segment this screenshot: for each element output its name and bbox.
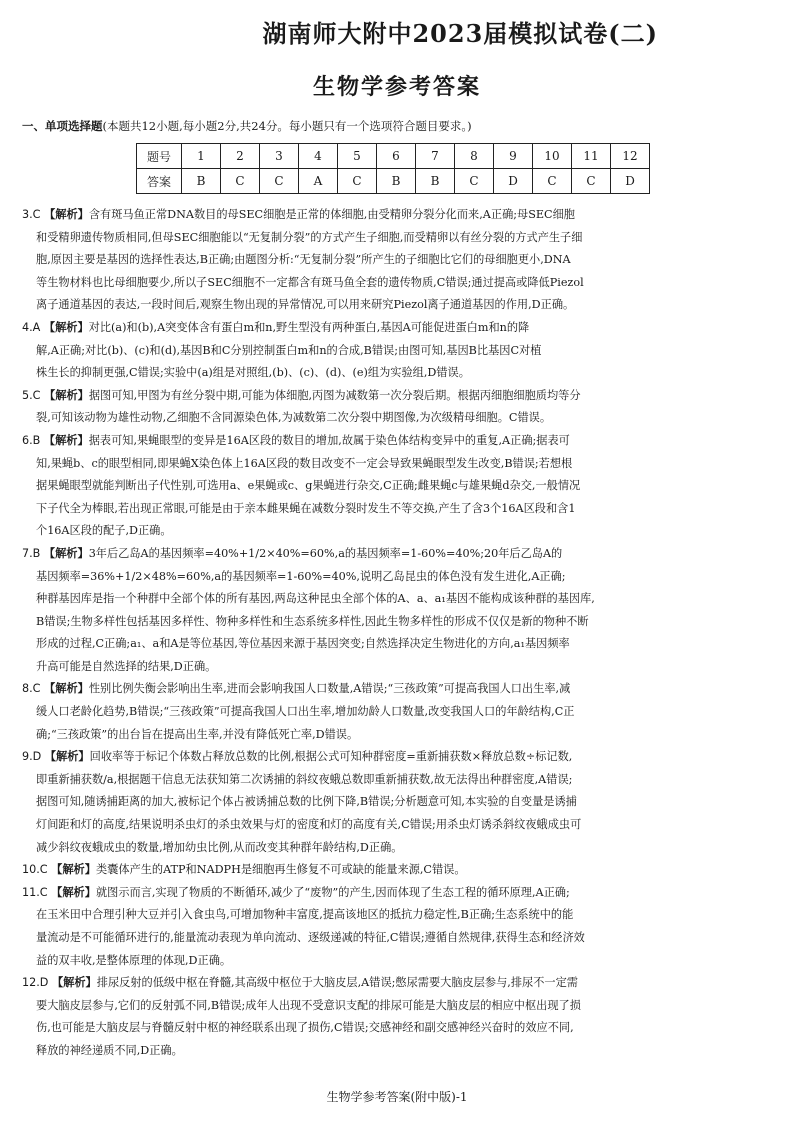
- explanation-text: 种群基因库是指一个种群中全部个体的所有基因,两岛这种昆虫全部个体的A、a、a₁基因不能构成该种群的基因库,: [36, 592, 595, 606]
- explanation-text: 等生物材料也比母细胞要少,所以子SEC细胞不一定都含有斑马鱼全套的遗传物质,C错误;通过提高或降低Piezol: [36, 275, 584, 289]
- explanation-line: [22, 814, 774, 837]
- row-label-number: 题号: [137, 144, 182, 169]
- explanation-text: 益的双丰收,是整体原理的体现,D正确。: [36, 953, 232, 967]
- table-cell: 3: [260, 144, 299, 169]
- explanation-line: [22, 317, 774, 340]
- explanation-line: [22, 724, 774, 747]
- explanation-text: 据图可知,随诱捕距离的加大,被标记个体占被诱捕总数的比例下降,B错误;分析题意可知,本实验的自变量是诱捕: [36, 795, 577, 809]
- explanation-text: B错误;生物多样性包括基因多样性、物种多样性和生态系统多样性,因此生物多样性的形成不仅仅是新的物种不断: [36, 614, 589, 628]
- table-cell: C: [533, 169, 572, 194]
- table-cell: 6: [377, 144, 416, 169]
- table-cell: B: [182, 169, 221, 194]
- table-cell: D: [494, 169, 533, 194]
- explanation-text: 离子通道基因的表达,一段时间后,观察生物出现的异常情况,可以用来研究Piezol离子通道基因的作用,D正确。: [36, 298, 575, 312]
- table-cell: A: [299, 169, 338, 194]
- answer-table: [136, 143, 650, 194]
- analysis-tag: 【解析】: [51, 976, 97, 990]
- explanation-line: [22, 204, 774, 227]
- explanation-line: [22, 791, 774, 814]
- exam-title: 湖南师大附中2023届模拟试卷(二): [262, 19, 658, 48]
- explanation-line: [22, 859, 774, 882]
- explanation-text: 据果蝇眼型就能判断出子代性别,可选用a、e果蝇或c、g果蝇进行杂交,C正确;雌果蝇c与雄果蝇d杂交,一般情况: [36, 479, 581, 493]
- explanation-line: [22, 543, 774, 566]
- page-title: 生物学参考答案: [312, 74, 481, 100]
- explanation-text: 和受精卵遗传物质相同,但母SEC细胞能以“无复制分裂”的方式产生子细胞,而受精卵以有丝分裂的方式产生子细: [36, 230, 583, 244]
- explanation-text: 解,A正确;对比(b)、(c)和(d),基因B和C分别控制蛋白m和n的合成,B错误;由图可知,基因B比基因C对植: [36, 343, 542, 357]
- analysis-tag: 【解析】: [43, 320, 89, 334]
- explanation-number: 4.A: [22, 320, 41, 334]
- explanation-text: 据图可知,甲图为有丝分裂中期,可能为体细胞,丙图为减数第一次分裂后期。根据丙细胞细胞质均等分: [88, 388, 581, 402]
- explanation-text: 缓人口老龄化趋势,B错误;“三孩政策”可提高我国人口出生率,增加幼龄人口数量,改变我国人口的年龄结构,C正: [36, 705, 575, 719]
- explanation-text: 要大脑皮层参与,它们的反射弧不同,B错误;成年人出现不受意识支配的排尿可能是大脑皮层的相应中枢出现了损: [36, 998, 581, 1012]
- explanation-line: [22, 611, 774, 634]
- explanation-line: [22, 746, 774, 769]
- analysis-tag: 【解析】: [51, 885, 96, 899]
- explanation-text: 伤,也可能是大脑皮层与脊髓反射中枢的神经联系出现了损伤,C错误;交感神经和副交感神经兴奋时的效应不同,: [36, 1021, 574, 1035]
- explanation-text: 下子代全为棒眼,若出现正常眼,可能是由于亲本雌果蝇在减数分裂时发生不等交换,产生了含3个16A区段和含1: [36, 501, 576, 515]
- explanation-text: 知,果蝇b、c的眼型相同,即果蝇X染色体上16A区段的数目改变不一定会导致果蝇眼型发生改变,B错误;若想根: [36, 456, 573, 470]
- analysis-tag: 【解析】: [44, 208, 89, 221]
- table-cell: C: [221, 169, 260, 194]
- explanation-line: [22, 520, 774, 543]
- explanation-text: 胞,原因主要是基因的选择性表达,B正确;由题图分析:“无复制分裂”所产生的子细胞比它们的母细胞更小,DNA: [36, 253, 571, 267]
- table-cell: C: [455, 169, 494, 194]
- explanation-text: 对比(a)和(b),A突变体含有蛋白m和n,野生型没有两种蛋白,基因A可能促进蛋白m和n的降: [88, 320, 530, 334]
- explanation-line: [22, 249, 774, 272]
- analysis-tag: 【解析】: [44, 682, 89, 696]
- explanation-line: [22, 995, 774, 1018]
- explanation-line: [22, 633, 774, 656]
- explanation-line: [22, 904, 774, 927]
- table-cell: 1: [182, 144, 221, 169]
- section-heading: [22, 118, 472, 134]
- explanation-text: 基因频率=36%+1/2×48%=60%,a的基因频率=1-60%=40%,说明乙岛昆虫的体色没有发生进化,A正确;: [36, 569, 566, 583]
- explanation-number: 11.C: [22, 885, 48, 899]
- explanation-text: 类囊体产生的ATP和NADPH是细胞再生修复不可或缺的能量来源,C错误。: [95, 863, 466, 877]
- explanation-line: [22, 272, 774, 295]
- analysis-tag: 【解析】: [51, 863, 96, 877]
- explanation-text: 量流动是不可能循环进行的,能量流动表现为单向流动、逐级递减的特征,C错误;遵循自然规律,获得生态和经济效: [36, 931, 585, 944]
- answer-row: [137, 169, 650, 194]
- explanation-text: 确;“三孩政策”的出台旨在提高出生率,并没有降低死亡率,D错误。: [36, 727, 359, 741]
- explanation-line: [22, 385, 774, 408]
- explanation-line: [22, 453, 774, 476]
- explanation-text: 裂,可知该动物为雄性动物,乙细胞不含同源染色体,为减数第二次分裂中期图像,为次级精母细胞。C错误。: [36, 411, 552, 425]
- explanation-text: 形成的过程,C正确;a₁、a和A是等位基因,等位基因来源于基因突变;自然选择决定生物进化的方向,a₁基因频率: [36, 637, 570, 651]
- explanation-line: [22, 227, 774, 250]
- explanation-number: 9.D: [22, 750, 42, 764]
- table-cell: C: [572, 169, 611, 194]
- explanation-text: 个16A区段的配子,D正确。: [36, 524, 172, 538]
- explanation-line: [22, 475, 774, 498]
- explanation-line: [22, 950, 774, 973]
- explanation-number: 3.C: [22, 208, 41, 221]
- table-cell: D: [611, 169, 650, 194]
- row-label-answer: 答案: [137, 169, 182, 194]
- table-cell: 2: [221, 144, 260, 169]
- question-number-row: [137, 144, 650, 169]
- explanation-line: [22, 407, 774, 430]
- explanation-text: 株生长的抑制更强,C错误;实验中(a)组是对照组,(b)、(c)、(d)、(e)组为实验组,D错误。: [36, 366, 470, 380]
- page-footer: 生物学参考答案(附中版)-1: [326, 1090, 468, 1104]
- explanation-line: [22, 882, 774, 905]
- table-cell: 10: [533, 144, 572, 169]
- explanation-line: [22, 1017, 774, 1040]
- table-cell: 12: [611, 144, 650, 169]
- explanation-line: [22, 927, 774, 950]
- analysis-tag: 【解析】: [44, 388, 89, 402]
- explanation-text: 减少斜纹夜蛾成虫的数量,增加幼虫比例,从而改变其种群年龄结构,D正确。: [36, 840, 403, 854]
- section-title: 一、单项选择题: [22, 119, 103, 133]
- explanation-line: [22, 701, 774, 724]
- explanation-line: [22, 362, 774, 385]
- explanation-text: 性别比例失衡会影响出生率,进而会影响我国人口数量,A错误;“三孩政策”可提高我国人口出生率,减: [88, 682, 571, 696]
- analysis-tag: 【解析】: [43, 546, 89, 560]
- table-cell: 5: [338, 144, 377, 169]
- explanation-text: 灯间距和灯的高度,结果说明杀虫灯的杀虫效果与灯的密度和灯的高度有关,C错误;用杀虫灯诱杀斜纹夜蛾成虫可: [36, 818, 582, 832]
- explanation-text: 即重新捕获数/a,根据题干信息无法获知第二次诱捕的斜纹夜蛾总数即重新捕获数,故无法得出种群密度,A错误;: [36, 772, 573, 786]
- table-cell: C: [338, 169, 377, 194]
- table-cell: C: [260, 169, 299, 194]
- explanation-text: 升高可能是自然选择的结果,D正确。: [36, 659, 217, 673]
- analysis-tag: 【解析】: [44, 750, 90, 764]
- explanation-text: 回收率等于标记个体数占释放总数的比例,根据公式可知种群密度=重新捕获数×释放总数÷标记数,: [89, 750, 573, 764]
- table-cell: 11: [572, 144, 611, 169]
- explanation-line: [22, 340, 774, 363]
- explanation-line: [22, 498, 774, 521]
- explanation-line: [22, 837, 774, 860]
- table-cell: 9: [494, 144, 533, 169]
- explanation-text: 含有斑马鱼正常DNA数目的母SEC细胞是正常的体细胞,由受精卵分裂分化而来,A正确;母SEC细胞: [88, 208, 575, 221]
- explanation-line: [22, 566, 774, 589]
- explanation-number: 7.B: [22, 546, 41, 560]
- table-cell: 4: [299, 144, 338, 169]
- explanation-number: 5.C: [22, 388, 41, 402]
- explanation-number: 6.B: [22, 433, 41, 447]
- explanation-text: 就图示而言,实现了物质的不断循环,减少了“废物”的产生,因而体现了生态工程的循环原理,A正确;: [95, 885, 570, 899]
- explanation-text: 排尿反射的低级中枢在脊髓,其高级中枢位于大脑皮层,A错误;憋尿需要大脑皮层参与,排尿不一定需: [96, 976, 578, 990]
- explanation-line: [22, 656, 774, 679]
- explanation-number: 8.C: [22, 682, 41, 696]
- explanation-line: [22, 588, 774, 611]
- explanation-line: [22, 972, 774, 995]
- explanation-line: [22, 430, 774, 453]
- explanation-line: [22, 678, 774, 701]
- table-cell: B: [416, 169, 455, 194]
- table-cell: 7: [416, 144, 455, 169]
- explanation-line: [22, 294, 774, 317]
- explanation-number: 12.D: [22, 976, 49, 990]
- analysis-tag: 【解析】: [43, 433, 89, 447]
- table-cell: 8: [455, 144, 494, 169]
- section-note: (本题共12小题,每小题2分,共24分。每小题只有一个选项符合题目要求。): [102, 119, 472, 133]
- explanation-line: [22, 1040, 774, 1063]
- explanation-text: 据表可知,果蝇眼型的变异是16A区段的数目的增加,故属于染色体结构变异中的重复,A正确;据表可: [88, 433, 570, 447]
- explanation-list: [22, 204, 774, 1063]
- explanation-text: 在玉米田中合理引种大豆并引入食虫鸟,可增加物种丰富度,提高该地区的抵抗力稳定性,B正确;生态系统中的能: [36, 908, 574, 922]
- table-cell: B: [377, 169, 416, 194]
- explanation-text: 3年后乙岛A的基因频率=40%+1/2×40%=60%,a的基因频率=1-60%=40%;20年后乙岛A的: [88, 546, 563, 560]
- explanation-text: 释放的神经递质不同,D正确。: [36, 1043, 183, 1057]
- explanation-number: 10.C: [22, 863, 48, 877]
- explanation-line: [22, 769, 774, 792]
